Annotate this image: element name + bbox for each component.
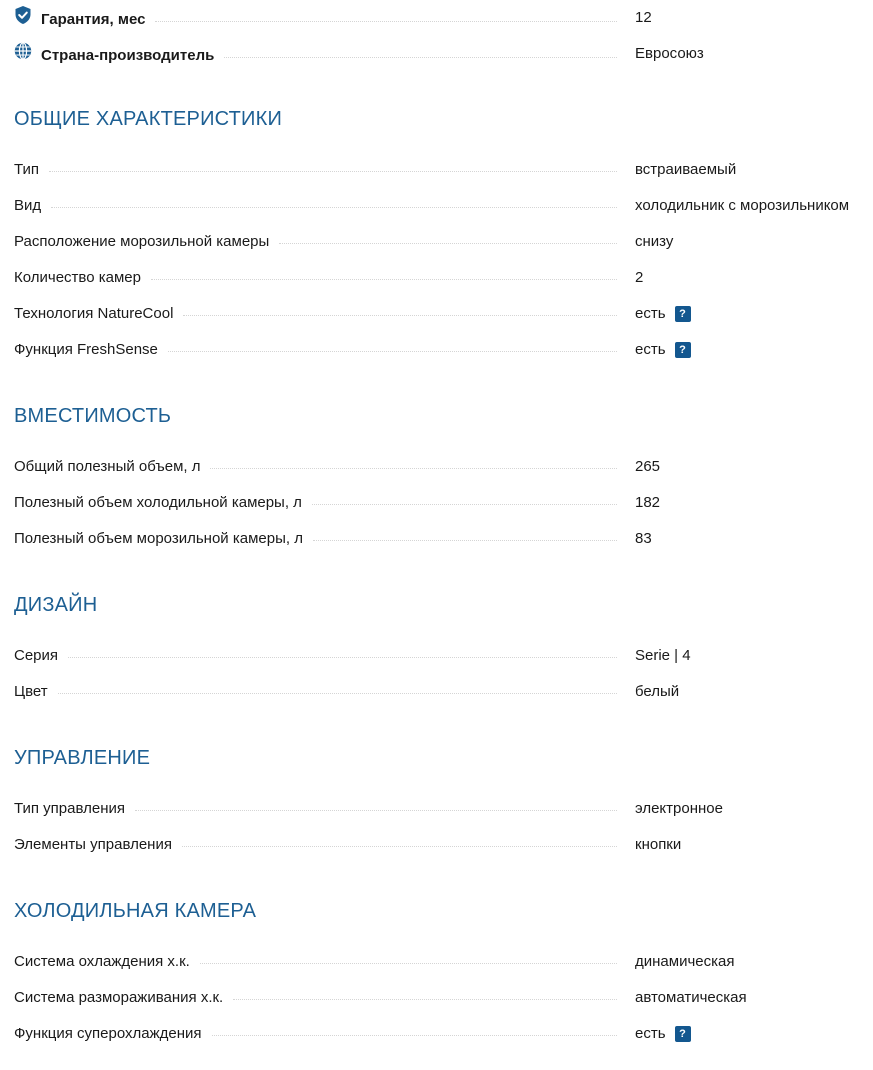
dotted-leader <box>212 1035 618 1036</box>
spec-row <box>14 674 873 710</box>
dotted-leader <box>279 243 617 244</box>
spec-label: Страна-производитель <box>41 46 224 66</box>
spec-label: Система размораживания х.к. <box>14 988 233 1008</box>
spec-row-country <box>14 36 873 72</box>
dotted-leader <box>151 279 617 280</box>
dotted-leader <box>182 846 617 847</box>
spec-row <box>14 188 873 224</box>
dotted-leader <box>58 693 617 694</box>
spec-row-warranty <box>14 0 873 36</box>
series-link[interactable]: Serie | 4 <box>635 647 691 664</box>
spec-row <box>14 521 873 557</box>
shield-check-icon <box>14 6 32 24</box>
spec-row <box>14 224 873 260</box>
spec-value: холодильник с морозильником <box>635 197 850 214</box>
spec-label: Тип управления <box>14 799 135 819</box>
spec-label: Технология NatureCool <box>14 304 183 324</box>
dotted-leader <box>168 351 617 352</box>
dotted-leader <box>135 810 617 811</box>
spec-value: электронное <box>635 800 723 817</box>
dotted-leader <box>200 963 617 964</box>
spec-row <box>14 296 873 332</box>
dotted-leader <box>183 315 617 316</box>
spec-value: белый <box>635 683 680 700</box>
dotted-leader <box>312 504 617 505</box>
spec-label: Полезный объем морозильной камеры, л <box>14 529 313 549</box>
spec-value: Евросоюз <box>635 45 704 62</box>
spec-value: кнопки <box>635 836 682 853</box>
dotted-leader <box>233 999 617 1000</box>
help-button[interactable]: ? <box>675 342 691 358</box>
dotted-leader <box>313 540 617 541</box>
spec-row <box>14 449 873 485</box>
spec-value: есть <box>635 341 666 358</box>
spec-value: 83 <box>635 530 652 547</box>
spec-row <box>14 638 873 674</box>
dotted-leader <box>210 468 617 469</box>
spec-row <box>14 944 873 980</box>
spec-label: Серия <box>14 646 68 666</box>
spec-row <box>14 260 873 296</box>
spec-label: Расположение морозильной камеры <box>14 232 279 252</box>
section-title-controls: УПРАВЛЕНИЕ <box>14 747 151 769</box>
dotted-leader <box>155 21 617 22</box>
spec-value: есть <box>635 305 666 322</box>
help-button[interactable]: ? <box>675 1026 691 1042</box>
spec-value: 182 <box>635 494 661 511</box>
spec-value: 2 <box>635 269 644 286</box>
spec-row <box>14 332 873 368</box>
spec-value: встраиваемый <box>635 161 737 178</box>
section-title-capacity: ВМЕСТИМОСТЬ <box>14 405 172 427</box>
spec-row <box>14 152 873 188</box>
spec-label: Общий полезный объем, л <box>14 457 210 477</box>
spec-row <box>14 827 873 863</box>
spec-label: Вид <box>14 196 51 216</box>
spec-label: Система охлаждения х.к. <box>14 952 200 972</box>
spec-row <box>14 980 873 1016</box>
spec-value: 265 <box>635 458 661 475</box>
dotted-leader <box>49 171 617 172</box>
section-title-design: ДИЗАЙН <box>14 594 98 616</box>
spec-value: есть <box>635 1025 666 1042</box>
spec-row <box>14 791 873 827</box>
help-button[interactable]: ? <box>675 306 691 322</box>
spec-value: 12 <box>635 9 652 26</box>
spec-label: Полезный объем холодильной камеры, л <box>14 493 312 513</box>
spec-label: Цвет <box>14 682 58 702</box>
spec-row <box>14 1016 873 1052</box>
spec-label: Количество камер <box>14 268 151 288</box>
spec-label: Тип <box>14 160 49 180</box>
spec-label: Функция FreshSense <box>14 340 168 360</box>
globe-icon <box>14 42 32 60</box>
spec-label: Элементы управления <box>14 835 182 855</box>
spec-value: динамическая <box>635 953 735 970</box>
spec-row <box>14 485 873 521</box>
dotted-leader <box>51 207 617 208</box>
spec-value: автоматическая <box>635 989 747 1006</box>
spec-value: снизу <box>635 233 674 250</box>
dotted-leader <box>68 657 617 658</box>
spec-label: Функция суперохлаждения <box>14 1024 212 1044</box>
section-title-fridge-chamber: ХОЛОДИЛЬНАЯ КАМЕРА <box>14 900 257 922</box>
spec-label: Гарантия, мес <box>41 10 155 30</box>
dotted-leader <box>224 57 617 58</box>
section-title-general: ОБЩИЕ ХАРАКТЕРИСТИКИ <box>14 108 283 130</box>
